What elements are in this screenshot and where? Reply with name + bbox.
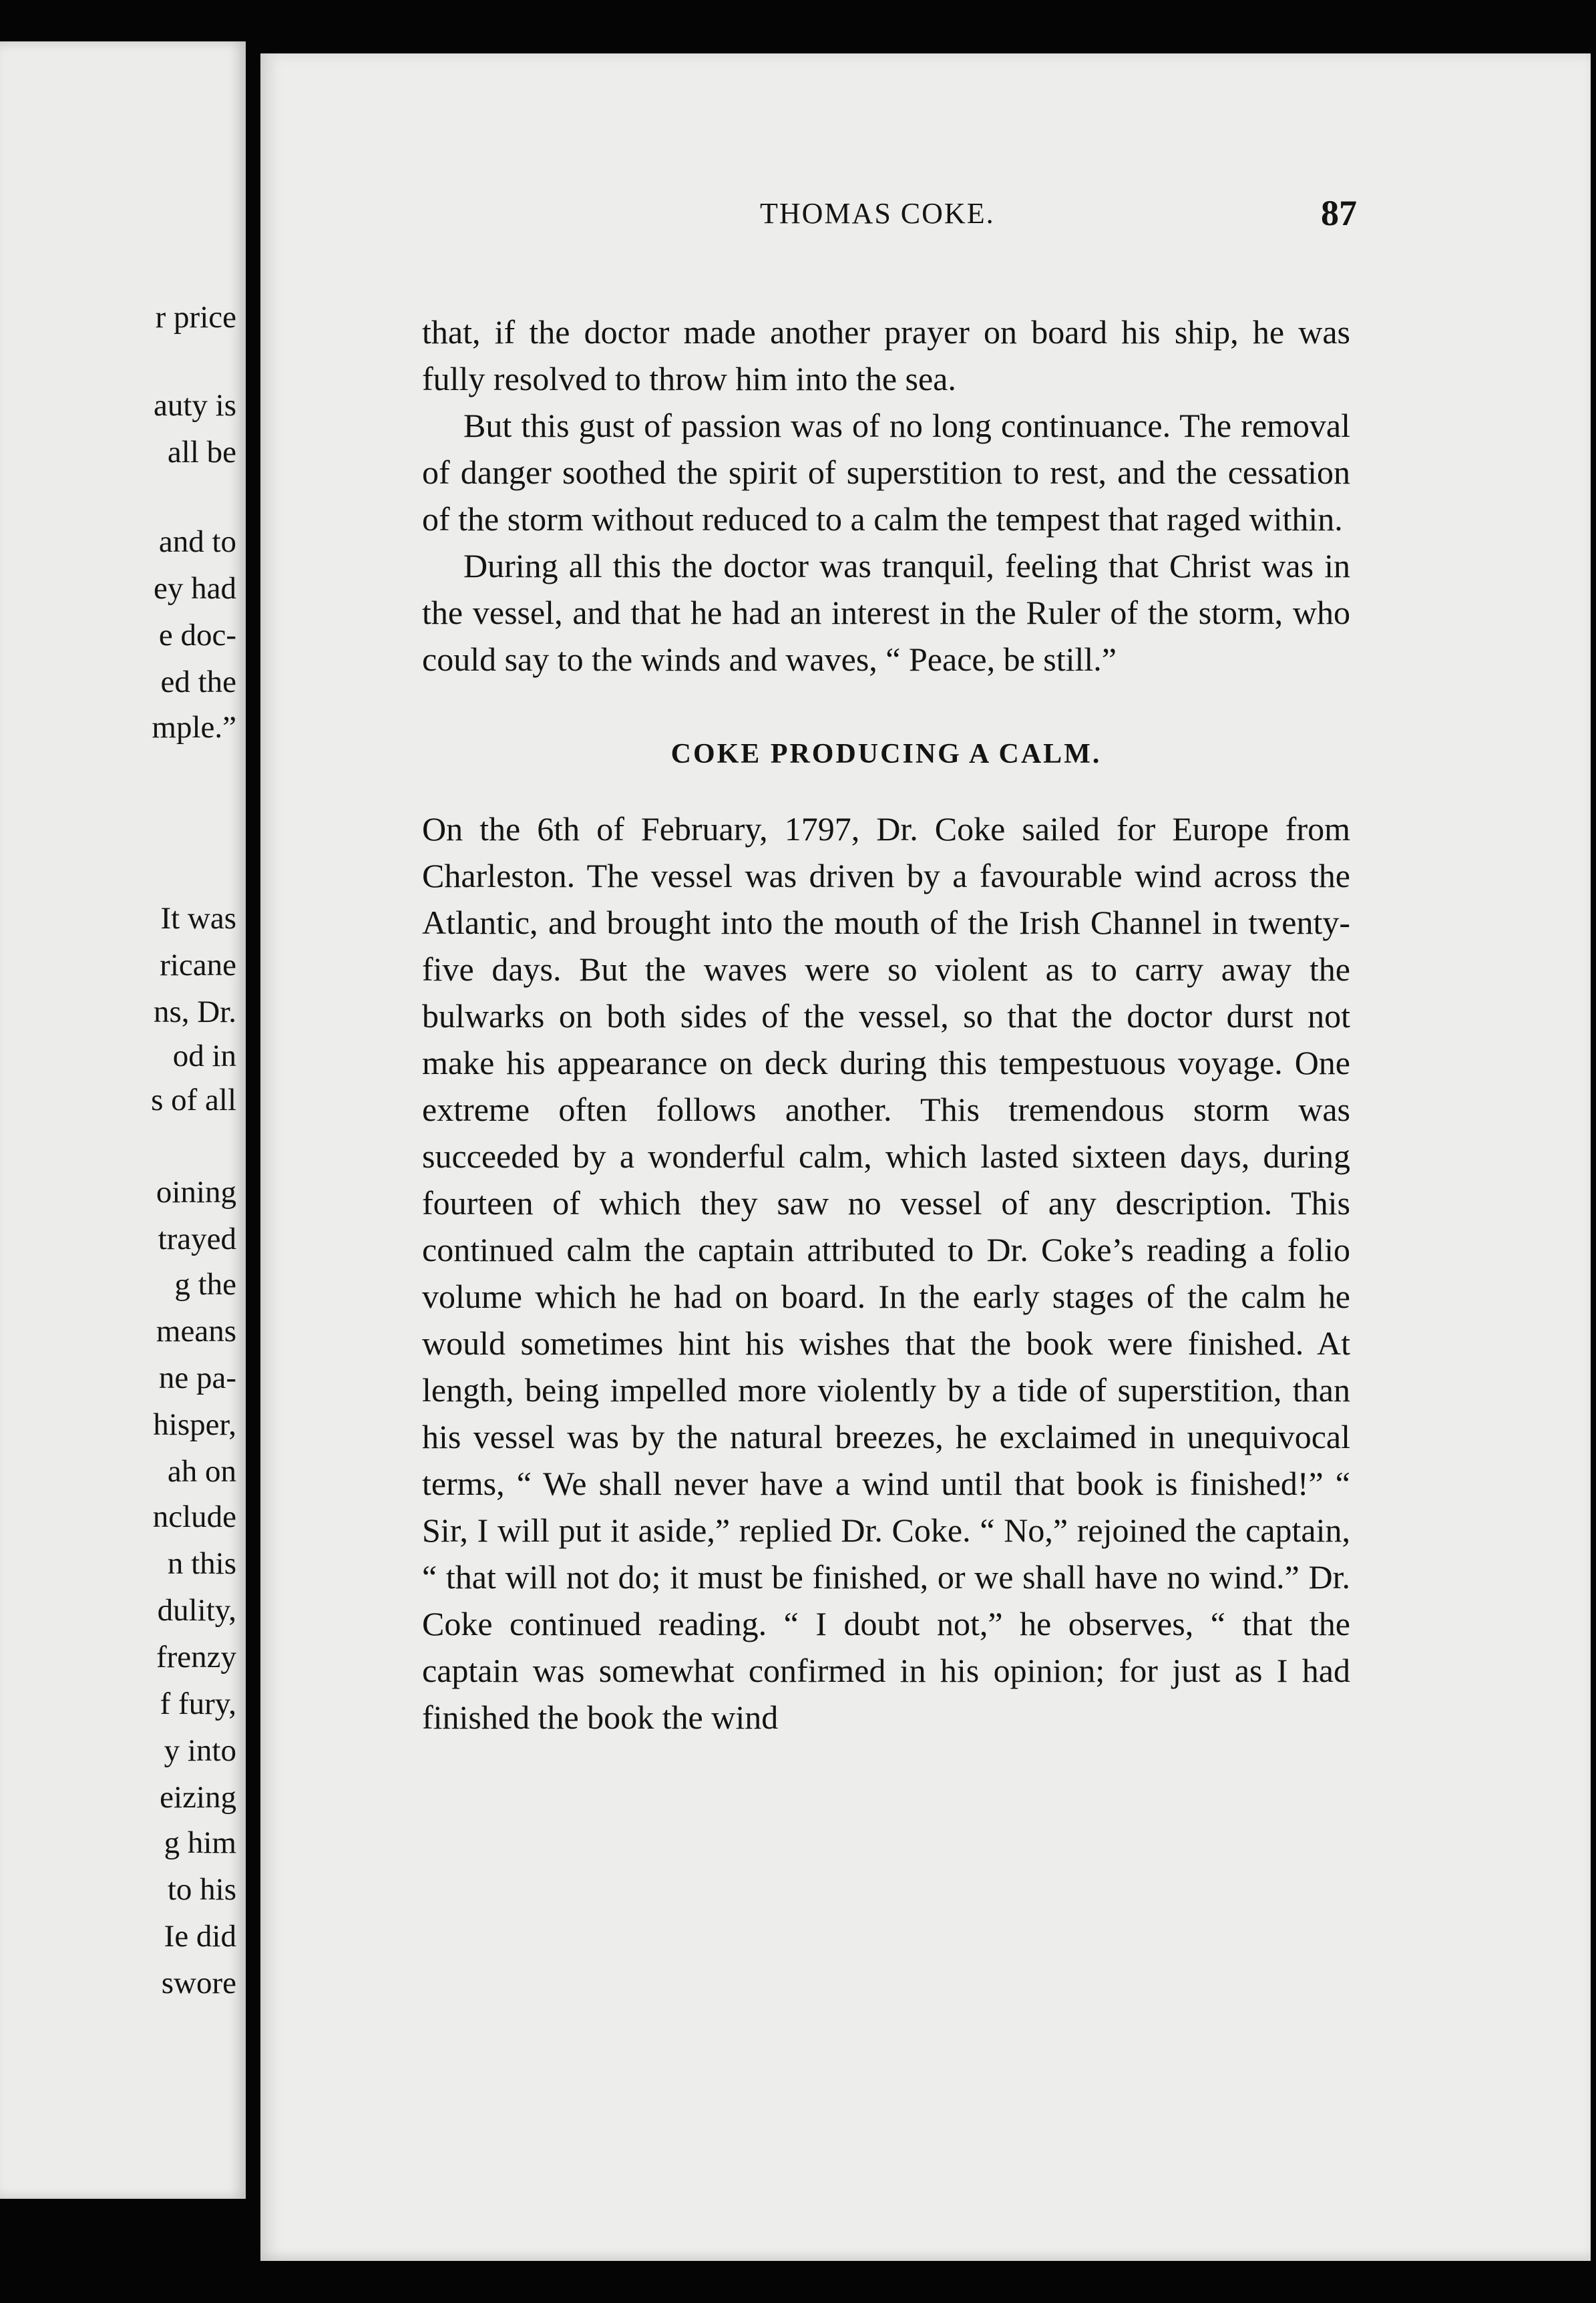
facing-page-line: ed the — [160, 665, 236, 699]
facing-page-line: trayed — [158, 1222, 236, 1256]
facing-page-line: e doc- — [158, 618, 236, 653]
facing-page-line: It was — [160, 901, 236, 936]
facing-page-line: swore — [161, 1966, 236, 2000]
paragraph: During all this the doctor was tranquil, feeling that Christ was in the vessel, and that he had an interest in the Ruler of the storm, who could say to the winds and waves, “ Peace, be still.” — [422, 547, 1350, 678]
facing-page-line: g the — [174, 1267, 236, 1302]
facing-page-line: f fury, — [160, 1687, 236, 1721]
facing-page-line: y into — [164, 1733, 236, 1768]
facing-page-line: ne pa- — [158, 1361, 236, 1395]
facing-page-line: eizing — [160, 1780, 236, 1815]
facing-page-line: frenzy — [156, 1640, 236, 1674]
facing-page-line: means — [156, 1314, 236, 1349]
facing-page-line: hisper, — [153, 1407, 236, 1442]
facing-page-line: ey had — [154, 571, 236, 606]
facing-page-line: r price — [155, 300, 236, 335]
paragraph: But this gust of passion was of no long continuance. The removal of danger soothed the spirit of superstition to rest, and the cessation of the storm without reduced to a calm the tempest that raged within. — [422, 407, 1350, 538]
paragraph: On the 6th of February, 1797, Dr. Coke sailed for Europe from Charleston. The vessel was driven by a favourable wind across the Atlantic, and brought into the mouth of the Irish Channel in twenty-five days. But the waves were so violent as to carry away the bulwarks on both sides of the vessel, so that the doctor durst not make his appearance on deck during this tempestuous voyage. One extreme often follows another. This tremendous storm was succeeded by a wonderful calm, which lasted sixteen days, during fourteen of which they saw no vessel of any description. This continued calm the captain attributed to Dr. Coke’s reading a folio volume which he had on board. In the early stages of the calm he would sometimes hint his wishes that the book were finished. At length, being impelled more violently by a tide of superstition, than his vessel was by the natural breezes, he exclaimed in unequivocal terms, “ We shall never have a wind until that book is finished!” “ Sir, I will put it aside,” replied Dr. Coke. “ No,” rejoined the captain, “ that will not do; it must be finished, or we shall have no wind.” Dr. Coke continued reading. “ I doubt not,” he observes, “ that the captain was somewhat confirmed in his opinion; for just as I had finished the book the wind — [422, 810, 1350, 1736]
facing-page-line: Ie did — [164, 1919, 236, 1954]
facing-page-line: n this — [167, 1546, 236, 1581]
facing-page-fragment — [0, 41, 246, 2199]
facing-page-line: ns, Dr. — [153, 995, 236, 1029]
facing-page-line: ricane — [160, 948, 236, 983]
facing-page-line: all be — [167, 435, 236, 470]
paragraph: that, if the doctor made another prayer on board his ship, he was fully resolved to throw him into the sea. — [422, 313, 1350, 397]
facing-page-line: auty is — [153, 388, 236, 423]
facing-page-line: mple.” — [152, 710, 236, 745]
facing-page-line: od in — [172, 1039, 236, 1073]
page-header — [495, 192, 1357, 246]
facing-page-line: dulity, — [157, 1593, 236, 1628]
page-body — [422, 309, 1350, 1741]
facing-page-line: g him — [164, 1825, 236, 1860]
section-heading: COKE PRODUCING A CALM. — [670, 739, 1102, 769]
facing-page-line: oining — [156, 1175, 236, 1210]
facing-page-line: s of all — [151, 1083, 236, 1117]
facing-page-line: to his — [167, 1872, 236, 1907]
facing-page-line: and to — [158, 524, 236, 559]
facing-page-line: ah on — [167, 1454, 236, 1489]
facing-page-line: nclude — [152, 1499, 236, 1534]
running-head: THOMAS COKE. — [760, 197, 995, 230]
page-number: 87 — [1321, 193, 1357, 233]
